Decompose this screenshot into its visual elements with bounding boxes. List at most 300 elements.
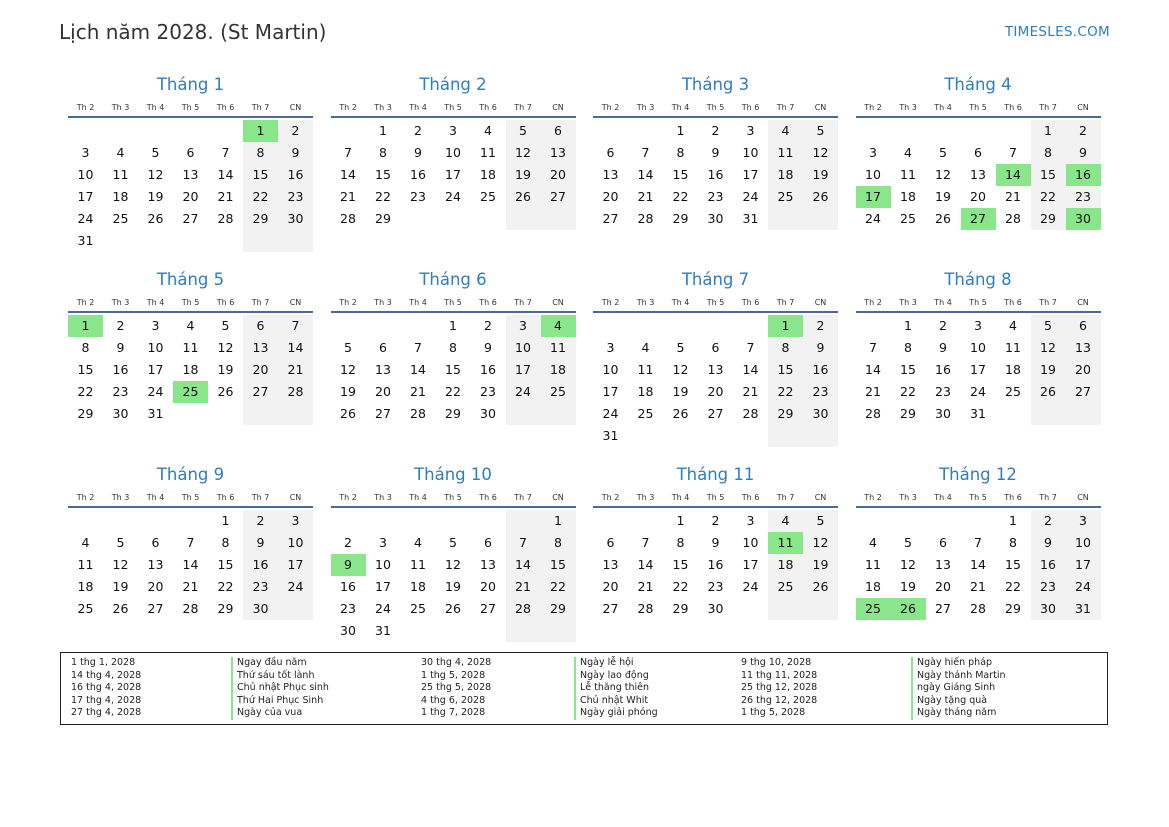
day-cell: 30 [112,406,129,421]
month-calendar [68,269,313,425]
weekday-header [593,488,838,508]
weekday-label: Th 2 [339,297,357,307]
day-cell: 16 [410,167,426,182]
weekday-label: Th 2 [601,102,620,112]
day-cell: 13 [602,557,619,572]
empty-day-cell [103,510,138,532]
empty-day-cell [768,425,803,447]
day-cell: 22 [672,579,689,594]
day-cell: 6 [606,535,615,550]
day-cell: 21 [865,384,881,399]
weekend-day-cell: 2 [243,510,278,532]
page-title: Lịch năm 2028. (St Martin) [59,20,327,44]
day-cell: 7 [1009,145,1017,160]
day-cell: 19 [112,579,129,594]
empty-day-cell [768,208,803,230]
weekend-day-cell: 30 [1031,598,1066,620]
day-cell: 20 [970,189,986,204]
weekday-label: Th 2 [339,492,357,502]
weekend-day-cell: 24 [278,576,313,598]
weekend-day-cell: 15 [541,554,576,576]
holiday-date: 25 thg 12, 2028 [741,682,818,693]
day-cell: 21 [182,579,199,594]
day-grid [331,510,576,642]
day-cell: 3 [974,318,982,333]
weekend-day-cell: 19 [803,554,838,576]
day-cell: 25 [637,406,654,421]
weekday-label: Th 6 [1004,492,1022,502]
weekday-label: Th 5 [444,102,462,112]
weekday-label: Th 5 [969,492,987,502]
empty-day-cell [401,315,436,337]
weekday-label: CN [552,297,564,307]
day-grid [331,120,576,230]
empty-day-cell [436,510,471,532]
day-cell: 30 [707,211,724,226]
day-cell: 14 [182,557,199,572]
day-cell: 14 [970,557,986,572]
empty-day-cell [506,620,541,642]
day-cell: 20 [707,384,724,399]
day-cell: 27 [935,601,951,616]
weekend-day-cell: 23 [278,186,313,208]
weekend-day-cell: 29 [768,403,803,425]
day-cell: 20 [182,189,199,204]
month-title: Tháng 12 [939,465,1017,484]
weekday-label: Th 2 [76,102,95,112]
day-cell: 7 [641,535,650,550]
day-cell: 13 [602,167,619,182]
day-cell: 11 [480,145,496,160]
day-cell: 27 [602,601,619,616]
day-cell: 7 [414,340,422,355]
month-title: Tháng 5 [156,270,225,289]
day-cell: 3 [746,123,755,138]
day-cell: 1 [221,513,230,528]
day-cell: 21 [410,384,426,399]
day-cell: 16 [707,167,724,182]
day-cell: 25 [480,189,496,204]
day-cell: 20 [935,579,951,594]
weekend-day-cell: 8 [768,337,803,359]
month-calendar [856,269,1101,425]
day-cell: 2 [116,318,125,333]
day-cell: 29 [375,211,391,226]
weekday-label: Th 4 [409,492,427,502]
day-cell: 18 [900,189,916,204]
weekend-day-cell: 16 [243,554,278,576]
day-cell: 9 [116,340,125,355]
day-cell: 12 [217,340,234,355]
month-title: Tháng 2 [419,75,487,94]
weekend-day-cell: 7 [278,315,313,337]
day-cell: 10 [742,535,759,550]
day-cell: 4 [414,535,422,550]
day-cell: 29 [672,601,689,616]
day-cell: 25 [77,601,94,616]
day-cell: 6 [379,340,387,355]
weekend-day-cell: 24 [1066,576,1101,598]
empty-day-cell [103,230,138,252]
weekday-header [593,293,838,313]
weekend-day-cell: 20 [243,359,278,381]
day-cell: 4 [869,535,877,550]
day-cell: 3 [606,340,615,355]
weekend-day-cell: 16 [1031,554,1066,576]
weekday-label: Th 4 [671,297,690,307]
weekday-label: Th 3 [374,297,392,307]
day-cell: 23 [707,579,724,594]
weekend-day-cell: 23 [803,381,838,403]
holiday-name: Lễ thăng thiên [574,682,658,695]
holiday-name: Ngay đầu năm [231,657,329,670]
day-cell: 21 [742,384,759,399]
day-cell: 22 [900,384,916,399]
weekday-label: Th 2 [864,297,882,307]
day-cell: 25 [112,211,129,226]
day-cell: 12 [672,362,689,377]
weekday-label: Th 2 [601,297,620,307]
day-cell: 7 [186,535,195,550]
day-cell: 2 [484,318,492,333]
weekend-day-cell: 4 [768,510,803,532]
day-cell: 24 [970,384,986,399]
weekday-label: Th 5 [969,102,987,112]
weekend-day-cell: 22 [1031,186,1066,208]
weekday-label: CN [1077,102,1089,112]
day-cell: 6 [711,340,720,355]
weekend-day-cell: 12 [1031,337,1066,359]
empty-day-cell [208,120,243,142]
day-cell: 23 [410,189,426,204]
empty-day-cell [541,403,576,425]
day-cell: 14 [865,362,881,377]
day-cell: 10 [742,145,759,160]
empty-day-cell [733,598,768,620]
weekday-label: Th 6 [741,297,760,307]
day-cell: 2 [414,123,422,138]
weekend-day-cell: 27 [243,381,278,403]
weekend-day-cell: 1 [1031,120,1066,142]
month-title: Tháng 9 [156,465,225,484]
day-cell: 24 [375,601,391,616]
weekend-day-cell: 19 [803,164,838,186]
day-cell: 15 [77,362,94,377]
day-cell: 26 [147,211,164,226]
day-cell: 9 [484,340,492,355]
day-cell: 28 [410,406,426,421]
day-cell: 17 [602,384,619,399]
brand-link[interactable]: TIMESLES.COM [1004,24,1110,40]
day-cell: 11 [637,362,654,377]
day-cell: 18 [77,579,94,594]
day-cell: 23 [340,601,356,616]
day-cell: 23 [707,189,724,204]
day-cell: 12 [147,167,164,182]
day-grid [68,120,313,252]
calendar-grid [68,74,1102,638]
holiday-date: 26 thg 12, 2028 [741,694,818,706]
empty-day-cell [768,598,803,620]
day-cell: 29 [672,211,689,226]
weekend-day-cell: 26 [803,186,838,208]
empty-day-cell [68,120,103,142]
weekend-day-cell: 13 [243,337,278,359]
weekend-day-cell: 9 [1031,532,1066,554]
day-cell: 11 [182,340,199,355]
empty-day-cell [856,315,891,337]
weekend-day-cell: 5 [1031,315,1066,337]
day-cell: 20 [147,579,164,594]
empty-day-cell [278,598,313,620]
day-cell: 10 [602,362,619,377]
day-cell: 15 [375,167,391,182]
weekend-day-cell: 9 [243,532,278,554]
day-grid [593,510,838,620]
weekend-day-cell: 9 [803,337,838,359]
weekend-day-cell: 5 [803,120,838,142]
day-cell: 13 [147,557,164,572]
day-cell: 4 [641,340,650,355]
month-title: Tháng 4 [944,75,1012,94]
empty-day-cell [103,120,138,142]
day-cell: 26 [672,406,689,421]
day-cell: 17 [742,167,759,182]
day-cell: 7 [869,340,877,355]
weekday-label: Th 5 [181,492,200,502]
empty-day-cell [891,510,926,532]
day-cell: 30 [707,601,724,616]
weekday-label: Th 3 [636,102,655,112]
weekend-day-cell: 17 [506,359,541,381]
weekday-label: CN [552,102,564,112]
day-cell: 1 [1009,513,1017,528]
holiday-day-cell: 4 [541,315,576,337]
empty-day-cell [278,403,313,425]
day-cell: 4 [81,535,90,550]
month-calendar [331,464,576,642]
weekend-day-cell: 21 [278,359,313,381]
month-calendar [856,74,1101,230]
day-cell: 2 [711,123,720,138]
day-cell: 24 [742,579,759,594]
weekend-day-cell: 17 [278,554,313,576]
weekday-label: CN [814,102,827,112]
weekend-day-cell: 11 [541,337,576,359]
weekend-day-cell: 18 [768,164,803,186]
weekday-label: CN [289,492,302,502]
day-cell: 15 [900,362,916,377]
weekend-day-cell: 25 [768,186,803,208]
weekend-day-cell: 30 [243,598,278,620]
day-cell: 6 [974,145,982,160]
weekday-label: Th 3 [899,297,917,307]
day-cell: 20 [375,384,391,399]
empty-day-cell [506,510,541,532]
holiday-date: 25 thg 5, 2028 [421,682,492,693]
weekday-label: Th 6 [216,492,235,502]
day-cell: 5 [939,145,947,160]
day-cell: 24 [865,211,881,226]
day-cell: 22 [217,579,234,594]
day-cell: 5 [904,535,912,550]
day-cell: 31 [77,233,94,248]
month-calendar [856,464,1101,620]
day-cell: 17 [742,557,759,572]
day-cell: 18 [112,189,129,204]
weekend-day-cell: 11 [768,142,803,164]
weekday-label: Th 3 [111,492,130,502]
day-cell: 5 [151,145,160,160]
weekend-day-cell: 10 [278,532,313,554]
weekday-label: Th 4 [934,102,952,112]
day-cell: 16 [707,557,724,572]
day-cell: 19 [147,189,164,204]
day-cell: 28 [340,211,356,226]
day-cell: 23 [935,384,951,399]
day-cell: 28 [742,406,759,421]
weekend-day-cell: 23 [1031,576,1066,598]
day-cell: 17 [970,362,986,377]
weekday-label: CN [289,102,302,112]
day-cell: 13 [707,362,724,377]
weekend-day-cell: 20 [1066,359,1101,381]
weekend-day-cell: 6 [541,120,576,142]
day-cell: 18 [1005,362,1021,377]
weekend-day-cell: 19 [1031,359,1066,381]
weekday-label: Th 7 [776,492,795,502]
day-cell: 8 [676,145,685,160]
weekend-day-cell: 9 [278,142,313,164]
day-grid [856,120,1101,230]
weekday-label: CN [1077,492,1089,502]
empty-day-cell [506,208,541,230]
day-cell: 28 [637,601,654,616]
holiday-date: 16 thg 4, 2028 [71,682,142,693]
day-cell: 8 [81,340,90,355]
weekend-day-cell: 8 [243,142,278,164]
empty-day-cell [366,510,401,532]
empty-day-cell [628,120,663,142]
empty-day-cell [593,315,628,337]
day-cell: 15 [445,362,461,377]
weekday-label: Th 2 [76,297,95,307]
day-cell: 18 [410,579,426,594]
holiday-day-cell: 17 [856,186,891,208]
day-cell: 14 [340,167,356,182]
day-cell: 11 [865,557,881,572]
day-cell: 25 [1005,384,1021,399]
weekend-day-cell: 16 [803,359,838,381]
empty-day-cell [663,315,698,337]
day-cell: 25 [900,211,916,226]
weekday-label: Th 3 [899,102,917,112]
day-cell: 28 [865,406,881,421]
day-cell: 17 [77,189,94,204]
empty-day-cell [138,120,173,142]
day-cell: 18 [865,579,881,594]
holiday-name: Ngày tháng năm [911,707,1006,720]
weekend-day-cell: 2 [1066,120,1101,142]
day-cell: 3 [151,318,160,333]
day-cell: 28 [1005,211,1021,226]
holiday-date: 27 thg 4, 2028 [71,707,142,718]
weekend-day-cell: 25 [541,381,576,403]
weekend-day-cell: 15 [243,164,278,186]
day-grid [856,510,1101,620]
day-cell: 19 [672,384,689,399]
day-cell: 14 [410,362,426,377]
weekend-day-cell: 13 [541,142,576,164]
day-cell: 21 [340,189,356,204]
weekend-day-cell: 10 [506,337,541,359]
month-calendar [593,464,838,620]
weekday-label: Th 7 [514,492,532,502]
weekday-label: Th 5 [706,492,725,502]
empty-day-cell [173,510,208,532]
empty-day-cell [628,425,663,447]
day-cell: 8 [221,535,230,550]
day-cell: 5 [221,318,230,333]
day-cell: 10 [77,167,94,182]
day-cell: 5 [676,340,685,355]
day-cell: 19 [900,579,916,594]
day-grid [593,120,838,230]
day-cell: 5 [344,340,352,355]
holiday-date: 1 thg 5, 2028 [741,707,806,718]
day-cell: 28 [182,601,199,616]
empty-day-cell [506,403,541,425]
day-cell: 13 [480,557,496,572]
weekend-day-cell: 23 [1066,186,1101,208]
empty-day-cell [541,620,576,642]
weekend-day-cell: 28 [278,381,313,403]
day-cell: 11 [900,167,916,182]
day-cell: 20 [480,579,496,594]
day-cell: 14 [637,167,654,182]
weekend-day-cell: 5 [506,120,541,142]
day-cell: 15 [672,557,689,572]
day-cell: 29 [445,406,461,421]
day-cell: 31 [742,211,759,226]
holiday-date: 17 thg 4, 2028 [71,694,142,706]
weekend-day-cell: 5 [803,510,838,532]
day-cell: 29 [1005,601,1021,616]
month-title: Tháng 10 [414,465,492,484]
day-cell: 6 [151,535,160,550]
month-calendar [68,464,313,620]
empty-day-cell [278,230,313,252]
empty-day-cell [628,510,663,532]
weekend-day-cell: 6 [243,315,278,337]
weekend-day-cell: 3 [506,315,541,337]
day-cell: 24 [742,189,759,204]
weekday-label: Th 6 [741,492,760,502]
day-cell: 1 [449,318,457,333]
empty-day-cell [138,230,173,252]
holiday-dates-col-3 [741,657,817,720]
holiday-day-cell: 14 [996,164,1031,186]
empty-day-cell [471,510,506,532]
weekday-label: Th 7 [1039,492,1057,502]
weekday-label: Th 6 [1004,102,1022,112]
weekday-label: Th 3 [374,102,392,112]
holiday-dates-col-2 [421,657,491,720]
weekday-label: Th 7 [251,102,270,112]
holiday-date: 9 thg 10, 2028 [741,657,812,668]
weekday-label: Th 7 [776,297,795,307]
day-cell: 13 [935,557,951,572]
